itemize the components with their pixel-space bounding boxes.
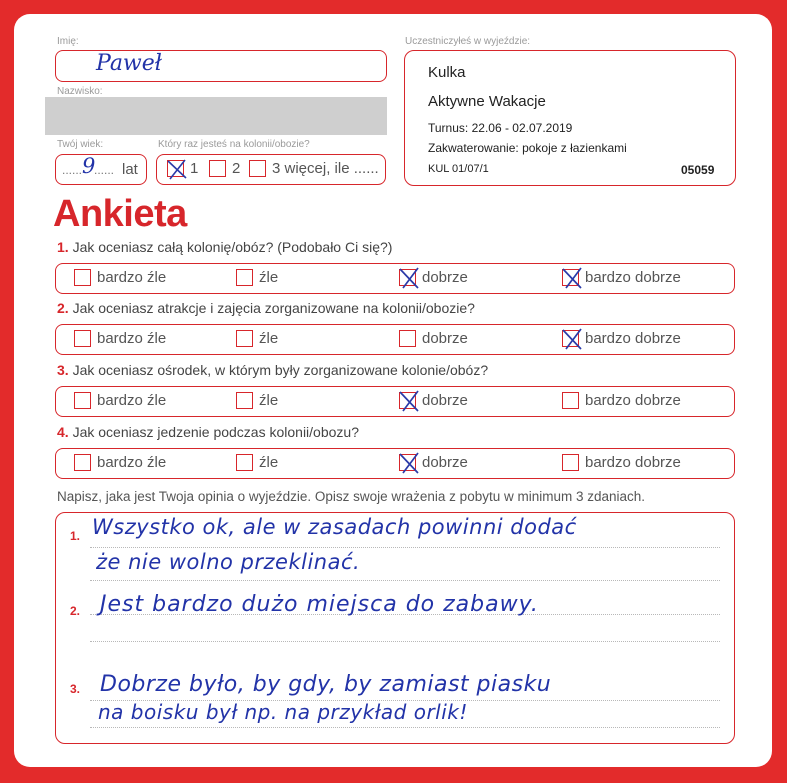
- name-label: Imię:: [57, 36, 79, 47]
- rating-checkbox[interactable]: [74, 269, 91, 286]
- age-value: 9: [82, 154, 96, 178]
- rating-option-label: dobrze: [422, 330, 468, 347]
- rating-checkbox[interactable]: [236, 330, 253, 347]
- rating-checkbox[interactable]: [74, 454, 91, 471]
- question-1: [57, 239, 392, 255]
- rating-checkbox[interactable]: [562, 269, 579, 286]
- answer-3-line-1: Dobrze było, by gdy, by zamiast piasku: [100, 672, 552, 697]
- camp-label: Uczestniczyłeś w wyjeździe:: [405, 36, 531, 47]
- cross-mark-icon: [560, 266, 584, 290]
- rating-option-label: bardzo dobrze: [585, 454, 681, 471]
- rating-option[interactable]: [74, 330, 166, 347]
- rating-checkbox[interactable]: [399, 392, 416, 409]
- times-option-1-label: 1: [190, 160, 199, 177]
- rating-option[interactable]: [562, 269, 681, 286]
- question-number: 3.: [57, 362, 69, 378]
- rating-option[interactable]: [236, 454, 278, 471]
- times-label: Który raz jesteś na kolonii/obozie?: [158, 139, 310, 150]
- rating-row-1: [55, 263, 735, 294]
- rating-option-label: bardzo dobrze: [585, 330, 681, 347]
- cross-mark-icon: [397, 266, 421, 290]
- question-text: Jak oceniasz atrakcje i zajęcia zorganizowane na kolonii/obozie?: [72, 300, 475, 316]
- rating-option-label: dobrze: [422, 269, 468, 286]
- rating-checkbox[interactable]: [74, 330, 91, 347]
- camp-name: Kulka: [428, 64, 466, 81]
- answer-2-line-1: Jest bardzo dużo miejsca do zabawy.: [100, 592, 539, 617]
- answer-2-number: 2.: [70, 604, 81, 618]
- rating-option-label: źle: [259, 269, 279, 286]
- turnus-label: Turnus:: [428, 121, 469, 135]
- rating-option[interactable]: [236, 269, 278, 286]
- turnus-row: [428, 121, 572, 135]
- rating-option[interactable]: [399, 330, 468, 347]
- rating-option[interactable]: [562, 330, 681, 347]
- times-option-2[interactable]: [209, 160, 240, 177]
- rating-option-label: źle: [259, 330, 279, 347]
- cross-mark-icon: [397, 451, 421, 475]
- age-unit: lat: [122, 161, 138, 178]
- rating-option[interactable]: [399, 269, 468, 286]
- rating-checkbox[interactable]: [236, 392, 253, 409]
- camp-code: KUL 01/07/1: [428, 163, 489, 175]
- rating-option[interactable]: [236, 330, 278, 347]
- rating-checkbox[interactable]: [562, 330, 579, 347]
- surname-redacted: [45, 97, 387, 135]
- accommodation-value: pokoje z łazienkami: [522, 141, 627, 155]
- answer-line: [90, 641, 720, 642]
- question-number: 4.: [57, 424, 69, 440]
- question-4: [57, 424, 359, 440]
- rating-row-2: [55, 324, 735, 355]
- question-3: [57, 362, 488, 378]
- rating-checkbox[interactable]: [74, 392, 91, 409]
- times-checkbox-1[interactable]: [167, 160, 184, 177]
- times-option-1[interactable]: [167, 160, 198, 177]
- opinion-instruction: Napisz, jaka jest Twoja opinia o wyjeździe. Opisz swoje wrażenia z pobytu w minimum 3 zdaniach.: [57, 489, 646, 504]
- rating-checkbox[interactable]: [399, 454, 416, 471]
- rating-checkbox[interactable]: [236, 454, 253, 471]
- question-number: 1.: [57, 239, 69, 255]
- rating-option-label: źle: [259, 392, 279, 409]
- survey-title: Ankieta: [53, 193, 187, 235]
- answer-1-line-2: że nie wolno przeklinać.: [96, 550, 361, 574]
- answer-3-number: 3.: [70, 682, 81, 696]
- rating-option-label: bardzo źle: [97, 330, 167, 347]
- times-option-2-label: 2: [232, 160, 241, 177]
- rating-option[interactable]: [74, 392, 166, 409]
- accommodation-label: Zakwaterowanie:: [428, 141, 519, 155]
- rating-checkbox[interactable]: [562, 454, 579, 471]
- rating-option[interactable]: [562, 392, 681, 409]
- times-option-3-label: 3 więcej, ile ......: [272, 160, 379, 177]
- name-field[interactable]: [55, 50, 387, 82]
- camp-number: 05059: [681, 163, 715, 177]
- rating-option[interactable]: [562, 454, 681, 471]
- age-dots-after: ......: [94, 163, 115, 177]
- question-number: 2.: [57, 300, 69, 316]
- rating-option[interactable]: [399, 392, 468, 409]
- rating-option-label: bardzo źle: [97, 269, 167, 286]
- times-checkbox-3[interactable]: [249, 160, 266, 177]
- times-field: [156, 154, 386, 185]
- answer-line: [90, 727, 720, 728]
- rating-option-label: bardzo dobrze: [585, 392, 681, 409]
- rating-option[interactable]: [74, 269, 166, 286]
- question-text: Jak oceniasz ośrodek, w którym były zorganizowane kolonie/obóz?: [72, 362, 489, 378]
- rating-row-4: [55, 448, 735, 479]
- rating-option-label: dobrze: [422, 454, 468, 471]
- question-2: [57, 300, 475, 316]
- rating-option-label: dobrze: [422, 392, 468, 409]
- rating-checkbox[interactable]: [562, 392, 579, 409]
- times-option-3[interactable]: [249, 160, 379, 177]
- rating-option-label: bardzo źle: [97, 392, 167, 409]
- answer-3-line-2: na boisku był np. na przykład orlik!: [98, 700, 468, 724]
- question-text: Jak oceniasz jedzenie podczas kolonii/obozu?: [72, 424, 359, 440]
- camp-info-box: [404, 50, 736, 186]
- rating-option-label: źle: [259, 454, 279, 471]
- answer-line: [90, 547, 720, 548]
- rating-row-3: [55, 386, 735, 417]
- rating-option-label: bardzo źle: [97, 454, 167, 471]
- answer-line: [90, 580, 720, 581]
- answer-1-number: 1.: [70, 529, 81, 543]
- rating-option[interactable]: [236, 392, 278, 409]
- camp-program: Aktywne Wakacje: [428, 93, 546, 110]
- rating-option[interactable]: [74, 454, 166, 471]
- age-dots-before: ......: [62, 163, 83, 177]
- rating-checkbox[interactable]: [236, 269, 253, 286]
- rating-checkbox[interactable]: [399, 330, 416, 347]
- question-text: Jak oceniasz całą kolonię/obóz? (Podobało Ci się?): [72, 239, 393, 255]
- rating-option-label: bardzo dobrze: [585, 269, 681, 286]
- age-field[interactable]: [55, 154, 147, 185]
- turnus-value: 22.06 - 02.07.2019: [471, 121, 573, 135]
- surname-label: Nazwisko:: [57, 86, 103, 97]
- age-label: Twój wiek:: [57, 139, 104, 150]
- cross-mark-icon: [165, 157, 189, 181]
- rating-option[interactable]: [399, 454, 468, 471]
- name-value: Paweł: [96, 51, 162, 76]
- answer-1-line-1: Wszystko ok, ale w zasadach powinni dodać: [92, 515, 577, 539]
- accommodation-row: [428, 141, 627, 155]
- cross-mark-icon: [560, 327, 584, 351]
- rating-checkbox[interactable]: [399, 269, 416, 286]
- cross-mark-icon: [397, 389, 421, 413]
- times-checkbox-2[interactable]: [209, 160, 226, 177]
